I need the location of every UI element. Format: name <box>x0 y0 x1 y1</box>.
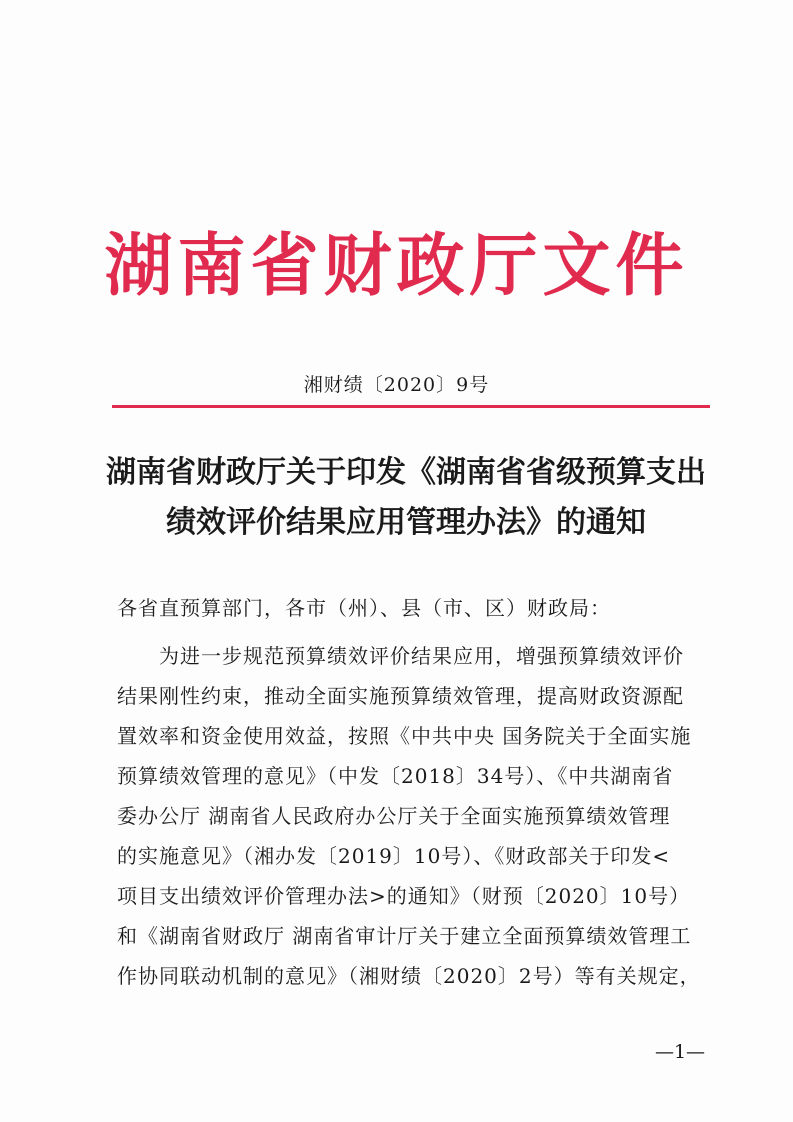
body-line: 置效率和资金使用效益，按照《中共中央 国务院关于全面实施 <box>117 724 692 748</box>
body-line: 委办公厅 湖南省人民政府办公厅关于全面实施预算绩效管理 <box>117 804 671 828</box>
title-line-2: 绩效评价结果应用管理办法》的通知 <box>166 505 646 540</box>
body-line: 为进一步规范预算绩效评价结果应用，增强预算绩效评价 <box>117 644 684 668</box>
document-title <box>96 448 716 548</box>
body-line: 的实施意见》（湘办发〔2019〕10号）、《财政部关于印发< <box>117 844 671 868</box>
body-line: 项目支出绩效评价管理办法>的通知》（财预〔2020〕10号） <box>117 884 691 908</box>
salutation: 各省直预算部门，各市（州）、县（市、区）财政局： <box>117 596 611 620</box>
body-line: 作协同联动机制的意见》（湘财绩〔2020〕2号）等有关规定， <box>117 964 701 988</box>
body-line: 结果刚性约束，推动全面实施预算绩效管理，提高财政资源配 <box>117 684 684 708</box>
document-number: 湘财绩〔2020〕9号 <box>303 374 490 396</box>
title-line-1: 湖南省财政厅关于印发《湖南省省级预算支出 <box>106 455 706 490</box>
document-body <box>117 588 717 996</box>
red-divider-line <box>112 405 710 408</box>
body-line: 预算绩效管理的意见》（中发〔2018〕34号）、《中共湖南省 <box>117 764 674 788</box>
document-masthead: 湖南省财政厅文件 <box>104 227 689 306</box>
page-number: —1— <box>654 1041 706 1063</box>
body-line: 和《湖南省财政厅 湖南省审计厅关于建立全面预算绩效管理工 <box>117 924 692 948</box>
